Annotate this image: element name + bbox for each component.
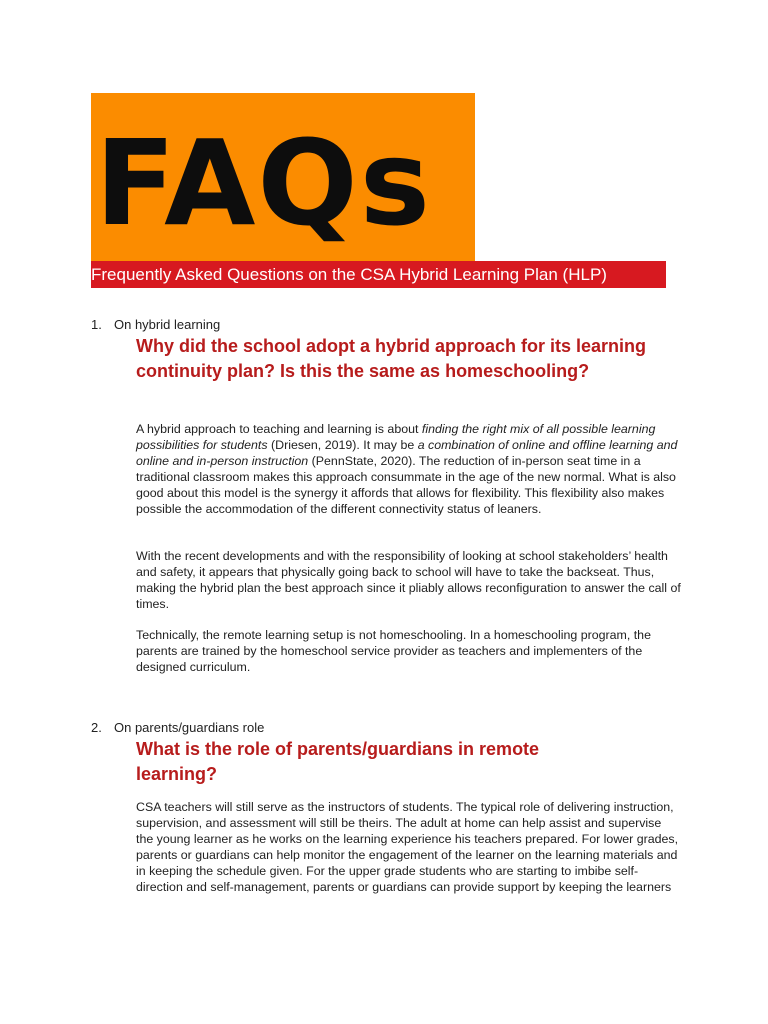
section-2-paragraph-1: CSA teachers will still serve as the instructors of students. The typical role of delivering instruction, supervision, and assessment will still be theirs. The adult at home can help assist and supervise the young learner as he works on the learning experience his teachers prepared. For lower grades, parents or guardians can help monitor the engagement of the learner on the learning materials and in keeping the schedule given. For the upper grade students who are starting to imbibe self-direction and self-management, parents or guardians can provide support by keeping the learners	[136, 800, 679, 894]
section-1-label	[91, 317, 220, 333]
section-2-question: What is the role of parents/guardians in remote learning?	[136, 739, 540, 784]
section-2-label	[91, 720, 264, 736]
section-1-p1-emphasis-d: a combination of online and offline learning and online and in-person instruction	[136, 438, 678, 468]
section-1-p1-emphasis-b: finding the right mix of all possible learning possibilities for students	[136, 422, 656, 452]
section-1-p1-text-c: (Driesen, 2019). It may be	[267, 438, 418, 452]
page-title: FAQs	[95, 114, 432, 252]
section-1-paragraph-1	[136, 421, 681, 517]
page-subtitle: Frequently Asked Questions on the CSA Hybrid Learning Plan (HLP)	[91, 261, 666, 288]
section-1-p1-text-e: (PennState, 2020). The reduction of in-person seat time in a traditional classroom makes this approach consummate in the age of the new normal. What is also good about this model is the synergy it affords that allows for flexibility. This flexibility also makes possible the accommodation of the different connectivity status of leaners.	[136, 454, 676, 516]
section-1-p1-text-a: A hybrid approach to teaching and learning is about	[136, 422, 422, 436]
section-1-question: Why did the school adopt a hybrid approach for its learning continuity plan? Is this the same as homeschooling?	[136, 336, 647, 381]
section-2-label-text: On parents/guardians role	[114, 720, 265, 735]
section-2-number: 2.	[91, 720, 102, 735]
section-1-label-text: On hybrid learning	[114, 317, 221, 332]
faq-banner	[91, 93, 475, 261]
section-1-number: 1.	[91, 317, 102, 332]
section-1-paragraph-3: Technically, the remote learning setup is not homeschooling. In a homeschooling program, the parents are trained by the homeschool service provider as teachers and implementers of the designed curriculum.	[136, 628, 651, 674]
section-1-paragraph-2: With the recent developments and with the responsibility of looking at school stakeholders’ health and safety, it appears that physically going back to school will have to take the backseat. Thus, making the hybrid plan the best approach since it pliably allows reconfiguration to answer the call of times.	[136, 549, 681, 611]
